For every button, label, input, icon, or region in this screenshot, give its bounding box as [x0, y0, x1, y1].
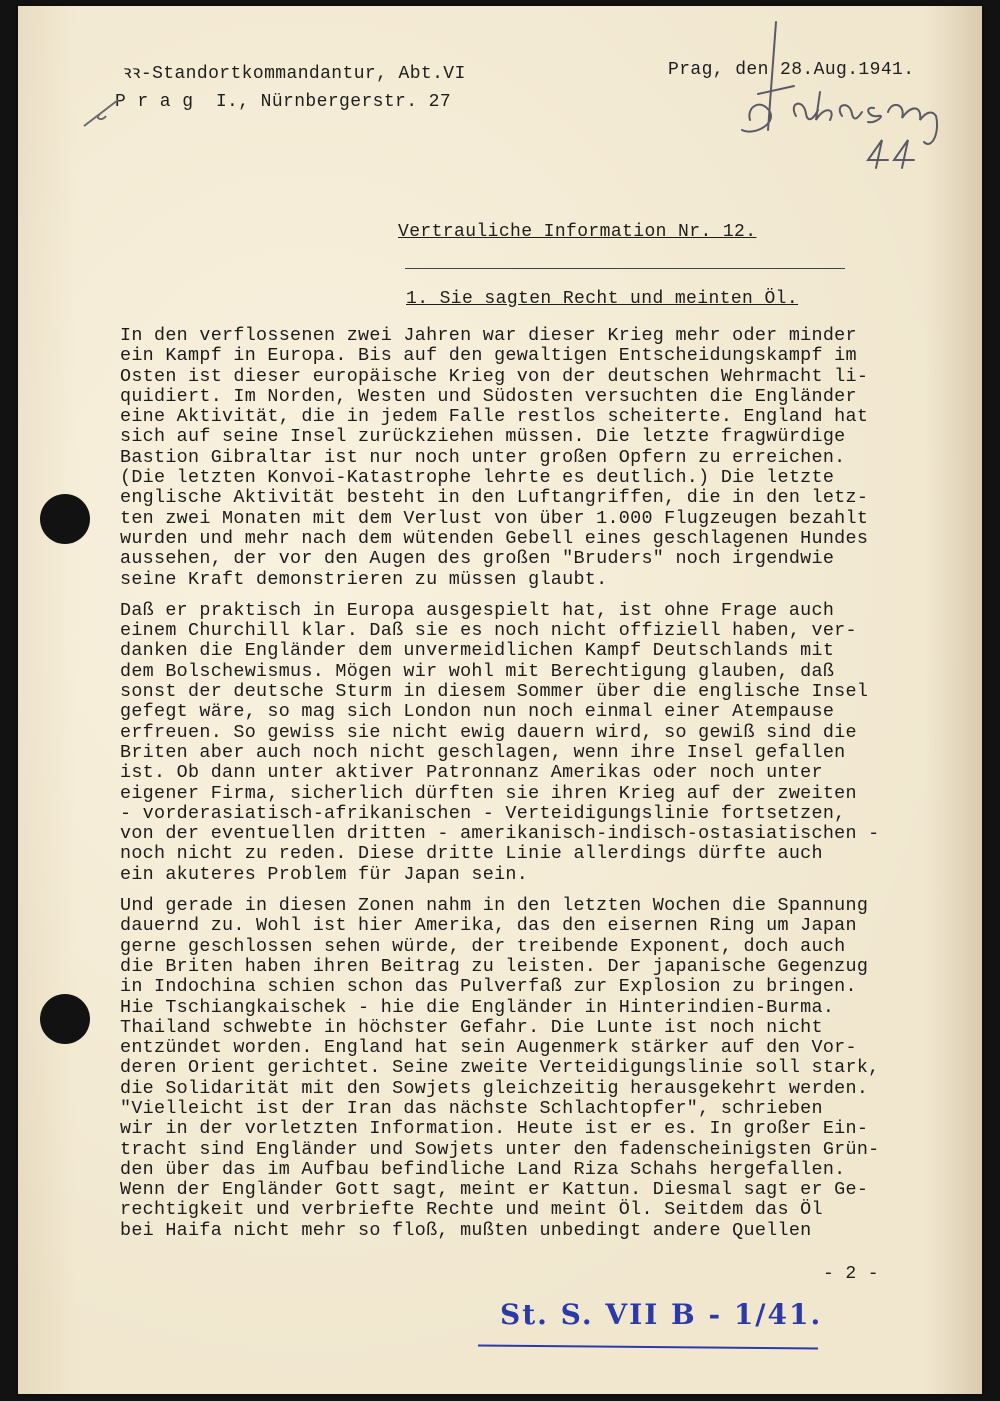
text-line: tracht sind Engländer und Sowjets unter den fadenscheinigsten Grün-	[120, 1138, 880, 1160]
text-line: eigener Firma, sicherlich dürften sie ihren Krieg auf der zweiten	[120, 782, 857, 804]
text-line: gerne geschlossen sehen würde, der treibende Exponent, doch auch	[120, 935, 846, 957]
sender-line-2: P r a g I., Nürnbergerstr. 27	[115, 92, 452, 112]
text-line: erfreuen. So gewiss sie nicht ewig dauern wird, so gewiß sind die	[120, 721, 857, 743]
text-line: rechtigkeit und verbriefte Rechte und meint Öl. Seitdem das Öl	[120, 1199, 823, 1221]
text-line: die Solidarität mit den Sowjets gleichzeitig herausgekehrt werden.	[120, 1077, 869, 1099]
paragraph	[120, 601, 950, 885]
divider	[405, 268, 845, 269]
text-line: seine Kraft demonstrieren zu müssen glaubt.	[120, 568, 608, 590]
text-line: In den verflossenen zwei Jahren war dieser Krieg mehr oder minder	[120, 325, 857, 346]
text-line: wir in der vorletzten Information. Heute ist er es. In großer Ein-	[120, 1118, 869, 1140]
body-text	[120, 326, 950, 1252]
text-line: die Briten haben ihren Beitrag zu leisten. Der japanische Gegenzug	[120, 955, 869, 977]
sender-line-1: ꝛꝛ-Standortkommandantur, Abt.VI	[123, 64, 466, 84]
place-date: Prag, den 28.Aug.1941.	[668, 60, 915, 80]
text-line: Briten aber auch noch nicht geschlagen, wenn ihre Insel gefallen	[120, 741, 846, 763]
text-line: einem Churchill klar. Daß sie es noch nicht offiziell haben, ver-	[120, 620, 857, 642]
text-line: englische Aktivität besteht in den Luftangriffen, die in den letz-	[120, 487, 869, 509]
paragraph	[120, 326, 950, 590]
text-line: noch nicht zu reden. Diese dritte Linie allerdings dürfte auch	[120, 843, 823, 865]
text-line: ein Kampf in Europa. Bis auf den gewaltigen Entscheidungskampf im	[120, 345, 857, 367]
paragraph	[120, 896, 950, 1241]
text-line: sonst der deutsche Sturm in diesem Sommer über die englische Insel	[120, 681, 869, 703]
text-line: Bastion Gibraltar ist nur noch unter großen Opfern zu erreichen.	[120, 446, 846, 468]
text-line: bei Haifa nicht mehr so floß, mußten unbedingt andere Quellen	[120, 1219, 812, 1241]
pencil-tick-mark	[80, 92, 140, 132]
text-line: entzündet worden. England hat sein Augenmerk stärker auf den Vor-	[120, 1037, 857, 1059]
text-line: quidiert. Im Norden, Westen und Südosten versuchten die Engländer	[120, 385, 857, 407]
text-line: deren Orient gerichtet. Seine zweite Verteidigungslinie soll stark,	[120, 1057, 880, 1079]
text-line: gefegt wäre, so mag sich London nun noch einmal einer Atempause	[120, 701, 835, 723]
text-line: eine Aktivität, die in jedem Falle restlos scheiterte. England hat	[120, 406, 869, 428]
text-line: danken die Engländer dem unvermeidlichen Kampf Deutschlands mit	[120, 640, 835, 662]
text-line: ten zwei Monaten mit dem Verlust von über 1.000 Flugzeugen bezahlt	[120, 507, 869, 529]
handwritten-stabsamt-note	[736, 20, 966, 180]
page-number: - 2 -	[823, 1264, 880, 1284]
text-line: "Vielleicht ist der Iran das nächste Schlachtopfer", schrieben	[120, 1097, 823, 1119]
punch-hole	[40, 994, 90, 1044]
text-line: Wenn der Engländer Gott sagt, meint er Kattun. Diesmal sagt er Ge-	[120, 1179, 869, 1201]
text-line: ein akuteres Problem für Japan sein.	[120, 863, 529, 885]
file-reference-stamp: St. S. VII B - 1/41.	[500, 1298, 823, 1331]
text-line: Hie Tschiangkaischek - hie die Engländer in Hinterindien-Burma.	[120, 996, 835, 1018]
text-line: Und gerade in diesen Zonen nahm in den letzten Wochen die Spannung	[120, 895, 869, 917]
text-line: aussehen, der vor den Augen des großen "Bruders" noch irgendwie	[120, 548, 835, 570]
text-line: dem Bolschewismus. Mögen wir wohl mit Berechtigung glauben, daß	[120, 660, 835, 682]
text-line: - vorderasiatisch-afrikanischen - Verteidigungslinie fortsetzen,	[120, 802, 846, 824]
document-title: Vertrauliche Information Nr. 12.	[398, 222, 757, 242]
text-line: von der eventuellen dritten - amerikanisch-indisch-ostasiatischen -	[120, 823, 880, 845]
text-line: in Indochina schien schon das Pulverfaß zur Explosion zu bringen.	[120, 976, 857, 998]
text-line: Daß er praktisch in Europa ausgespielt hat, ist ohne Frage auch	[120, 599, 835, 621]
punch-hole	[40, 494, 90, 544]
text-line: Thailand schwebte in höchster Gefahr. Die Lunte ist noch nicht	[120, 1016, 823, 1038]
text-line: ist. Ob dann unter aktiver Patronnanz Amerikas oder noch unter	[120, 762, 823, 784]
text-line: wurden und mehr nach dem wütenden Gebell eines geschlagenen Hundes	[120, 527, 869, 549]
section-heading: 1. Sie sagten Recht und meinten Öl.	[406, 289, 799, 309]
text-line: den über das im Aufbau befindliche Land Riza Schahs hergefallen.	[120, 1158, 846, 1180]
text-line: dauernd zu. Wohl ist hier Amerika, das den eisernen Ring um Japan	[120, 915, 857, 937]
text-line: sich auf seine Insel zurückziehen müssen. Die letzte fragwürdige	[120, 426, 846, 448]
text-line: Osten ist dieser europäische Krieg von der deutschen Wehrmacht li-	[120, 365, 869, 387]
text-line: (Die letzten Konvoi-Katastrophe lehrte es deutlich.) Die letzte	[120, 467, 835, 489]
